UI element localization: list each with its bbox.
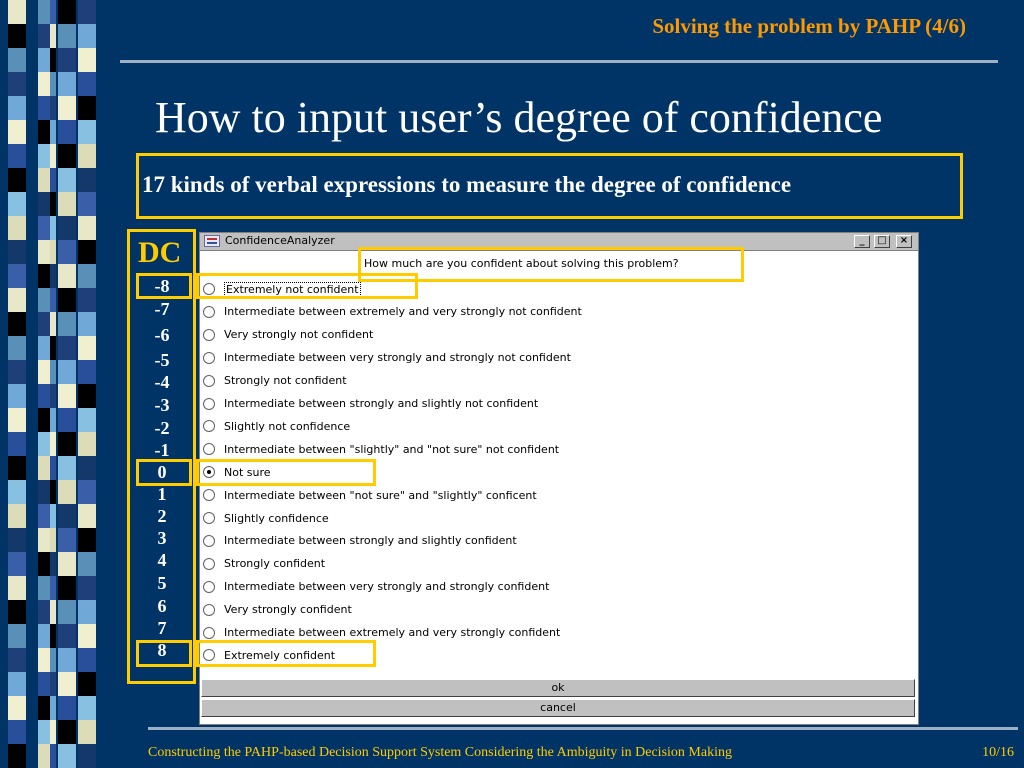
stripe-segment [78,72,96,96]
confidence-option[interactable] [203,349,571,367]
radio-button[interactable] [203,604,215,616]
slide-subtitle: 17 kinds of verbal expressions to measure the degree of confidence [142,172,792,197]
option-label[interactable]: Very strongly not confident [224,328,374,342]
stripe-segment [78,312,96,336]
stripe-segment [38,72,50,96]
radio-button[interactable] [203,443,215,455]
option-label[interactable]: Extremely not confident [226,282,359,296]
stripe-segment [58,432,76,456]
dc-value: -4 [154,372,170,392]
stripe-segment [58,384,76,408]
option-label[interactable]: Intermediate between strongly and slightly confident [224,534,517,548]
confidence-option[interactable] [203,372,347,390]
radio-button[interactable] [203,581,215,593]
stripe-segment [78,240,96,264]
dc-value: -3 [154,395,170,415]
stripe-segment [38,696,50,720]
stripe-segment [8,552,26,576]
dc-value: -7 [154,299,170,319]
dc-value: 8 [157,640,167,660]
radio-button[interactable] [203,329,215,341]
stripe-segment [78,24,96,48]
stripe-segment [8,744,26,768]
stripe-segment [38,360,50,384]
stripe-segment [38,336,50,360]
stripe-segment [78,576,96,600]
stripe-segment [8,576,26,600]
stripe-segment [38,192,50,216]
stripe-segment [38,312,50,336]
maximize-button[interactable]: □ [874,235,890,248]
stripe-segment [8,264,26,288]
stripe-segment [78,360,96,384]
stripe-segment [78,648,96,672]
stripe-segment [78,336,96,360]
stripe-segment [8,120,26,144]
stripe-segment [38,552,50,576]
stripe-segment [58,336,76,360]
stripe-segment [8,48,26,72]
stripe-segment [58,552,76,576]
stripe-segment [78,432,96,456]
stripe-segment [38,216,50,240]
slide-header: Solving the problem by PAHP (4/6) [652,14,966,38]
decorative-stripes [0,0,120,768]
confidence-option[interactable] [203,417,350,435]
option-label[interactable]: Intermediate between "slightly" and "not sure" not confident [224,442,560,456]
confidence-option[interactable] [203,440,559,458]
radio-button[interactable] [203,627,215,639]
stripe-segment [58,600,76,624]
dc-value: -5 [154,350,170,370]
stripe-segment [78,480,96,504]
stripe-segment [38,600,50,624]
radio-button[interactable] [203,535,215,547]
stripe-segment [38,120,50,144]
stripe-segment [8,480,26,504]
option-label[interactable]: Very strongly confident [224,603,352,617]
stripe-segment [58,96,76,120]
option-label[interactable]: Intermediate between "not sure" and "slightly" conficent [224,488,537,502]
dc-value: 6 [157,596,167,616]
radio-button[interactable] [203,420,215,432]
option-label[interactable]: Intermediate between very strongly and strongly confident [224,580,550,594]
stripe-segment [58,240,76,264]
radio-button[interactable] [203,558,215,570]
confidence-option[interactable] [203,601,352,619]
dc-minus8-highlight-box [136,273,192,299]
not-sure-highlight-box [196,459,376,486]
extremely-not-confident-highlight-box [196,273,418,299]
stripe-segment [38,24,50,48]
dc-value: -8 [154,276,170,296]
stripe-segment [8,240,26,264]
stripe-segment [8,384,26,408]
stripe-segment [58,264,76,288]
stripe-segment [78,408,96,432]
stripe-segment [38,408,50,432]
stripe-segment [8,0,26,24]
confidence-option[interactable] [203,532,517,550]
stripe-segment [58,576,76,600]
stripe-segment [8,504,26,528]
option-label[interactable]: Extremely confident [224,648,336,662]
stripe-segment [58,192,76,216]
extremely-confident-highlight-box [196,640,376,667]
confidence-option[interactable] [203,578,549,596]
minimize-button[interactable]: _ [854,235,870,248]
stripe-segment [78,48,96,72]
stripe-segment [8,96,26,120]
cancel-button[interactable]: cancel [201,699,915,717]
stripe-segment [38,48,50,72]
stripe-segment [8,288,26,312]
stripe-segment [78,720,96,744]
dc-value: -2 [154,418,170,438]
stripe-segment [58,648,76,672]
ok-button[interactable]: ok [201,679,915,697]
dc-value: 7 [157,618,167,638]
dc-value: 5 [157,573,167,593]
stripe-segment [8,648,26,672]
stripe-segment [58,288,76,312]
radio-button[interactable] [203,398,215,410]
stripe-segment [8,528,26,552]
stripe-segment [38,624,50,648]
radio-button[interactable] [203,512,215,524]
stripe-segment [78,552,96,576]
stripe-segment [8,336,26,360]
dc-zero-highlight-box [136,459,192,486]
stripe-segment [58,120,76,144]
stripe-segment [8,720,26,744]
radio-button[interactable] [203,489,215,501]
stripe-segment [58,504,76,528]
stripe-segment [58,216,76,240]
stripe-segment [8,72,26,96]
stripe-segment [78,528,96,552]
dc-plus8-highlight-box [136,640,192,667]
stripe-segment [38,528,50,552]
option-label[interactable]: Intermediate between extremely and very strongly confident [224,626,561,639]
stripe-segment [8,600,26,624]
stripe-segment [38,576,50,600]
stripe-segment [8,312,26,336]
stripe-segment [78,168,96,192]
confidence-option[interactable] [203,555,325,573]
radio-button[interactable] [203,375,215,387]
confidence-option[interactable] [203,303,582,321]
stripe-segment [8,192,26,216]
confidence-option[interactable] [203,624,560,642]
stripe-segment [38,240,50,264]
stripe-segment [78,264,96,288]
stripe-segment [78,216,96,240]
slide-title: How to input user’s degree of confidence [155,93,883,142]
footer-divider [148,727,1018,730]
option-label[interactable]: Slightly not confidence [224,419,351,433]
stripe-segment [58,144,76,168]
stripe-segment [58,312,76,336]
stripe-segment [78,504,96,528]
page-number: 10/16 [982,745,1014,760]
radio-button[interactable] [203,306,215,318]
stripe-segment [58,672,76,696]
stripe-segment [78,192,96,216]
stripe-segment [58,408,76,432]
stripe-segment [8,24,26,48]
stripe-segment [8,360,26,384]
option-label[interactable]: Intermediate between extremely and very strongly not confident [224,305,582,319]
stripe-segment [38,96,50,120]
stripe-segment [8,456,26,480]
stripe-segment [8,696,26,720]
stripe-segment [38,432,50,456]
confidence-option[interactable] [203,326,373,344]
stripe-segment [78,672,96,696]
stripe-segment [38,672,50,696]
stripe-segment [58,528,76,552]
stripe-segment [38,144,50,168]
confidence-option[interactable] [203,509,329,527]
stripe-segment [58,168,76,192]
option-label[interactable]: Slightly confidence [224,511,329,525]
stripe-segment [78,696,96,720]
stripe-segment [38,456,50,480]
stripe-segment [38,168,50,192]
option-label[interactable]: Not sure [224,465,271,479]
confidence-option[interactable] [203,395,538,413]
stripe-segment [58,480,76,504]
stripe-segment [78,456,96,480]
stripe-segment [58,24,76,48]
dc-value: 2 [157,506,167,526]
confidence-option[interactable] [203,486,537,504]
stripe-segment [58,744,76,768]
stripe-segment [78,384,96,408]
stripe-segment [38,720,50,744]
stripe-segment [38,264,50,288]
stripe-segment [8,672,26,696]
dc-value: 3 [157,528,167,548]
option-label[interactable]: Strongly confident [224,557,326,571]
header-divider [120,60,998,63]
stripe-segment [58,720,76,744]
stripe-segment [8,408,26,432]
option-label[interactable]: Strongly not confident [224,374,347,388]
stripe-segment [58,456,76,480]
stripe-segment [78,624,96,648]
dc-value: 1 [157,484,167,504]
radio-button[interactable] [203,352,215,364]
stripe-segment [8,624,26,648]
stripe-segment [78,0,96,24]
stripe-segment [8,168,26,192]
stripe-segment [8,144,26,168]
app-icon [204,235,220,247]
option-label[interactable]: Intermediate between very strongly and strongly not confident [224,351,571,365]
stripe-segment [38,504,50,528]
stripe-segment [58,72,76,96]
dc-value: 4 [157,550,167,570]
stripe-segment [78,600,96,624]
slide-footer: Constructing the PAHP-based Decision Support System Considering the Ambiguity in Decision Making [148,745,732,760]
stripe-segment [8,432,26,456]
stripe-segment [58,624,76,648]
stripe-segment [38,744,50,768]
stripe-segment [38,384,50,408]
stripe-segment [8,216,26,240]
stripe-segment [78,288,96,312]
stripe-segment [38,648,50,672]
stripe-segment [58,696,76,720]
question-text: How much are you confident about solving this problem? [364,257,679,270]
option-label[interactable]: Intermediate between strongly and slightly not confident [224,397,539,410]
stripe-segment [78,96,96,120]
close-button[interactable]: × [896,235,912,248]
stripe-segment [38,0,50,24]
window-title: ConfidenceAnalyzer [225,234,335,247]
stripe-segment [58,48,76,72]
dc-label: DC [138,236,182,269]
stripe-segment [78,120,96,144]
dc-value: 0 [157,462,167,482]
stripe-segment [58,360,76,384]
stripe-segment [58,0,76,24]
dc-value: -1 [154,440,170,460]
stripe-segment [38,288,50,312]
stripe-segment [78,144,96,168]
stripe-segment [78,744,96,768]
dc-value: -6 [154,325,170,345]
stripe-segment [38,480,50,504]
